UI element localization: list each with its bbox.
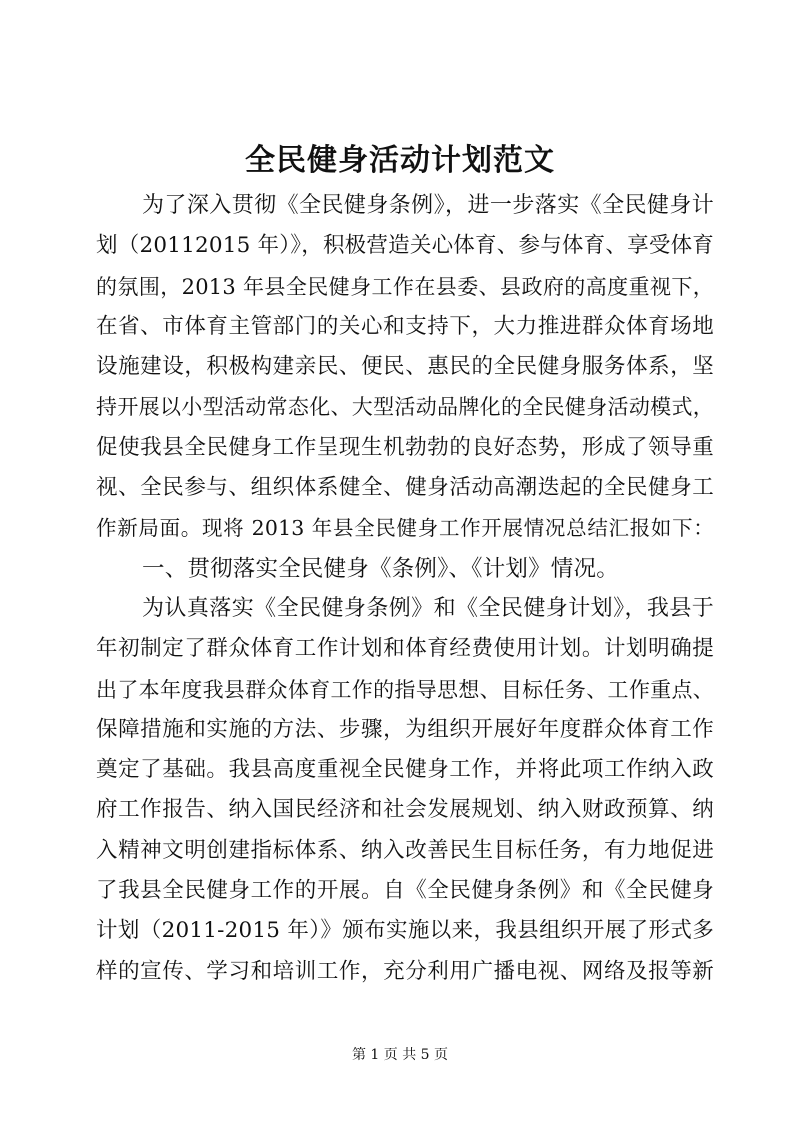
paragraph-2-line-8: 了我县全民健身工作的开展。自《全民健身条例》和《全民健身 (96, 878, 714, 904)
paragraph-1-line-2: 划（20112015 年）》，积极营造关心体育、参与体育、享受体育 (96, 233, 714, 259)
paragraph-1-line-5: 设施建设，积极构建亲民、便民、惠民的全民健身服务体系，坚 (96, 354, 714, 380)
paragraph-2-line-2: 年初制定了群众体育工作计划和体育经费使用计划。计划明确提 (96, 636, 714, 662)
paragraph-2-line-3: 出了本年度我县群众体育工作的指导思想、目标任务、工作重点、 (96, 677, 714, 702)
page-number-footer: 第 1 页 共 5 页 (351, 1047, 449, 1063)
paragraph-2-line-4: 保障措施和实施的方法、步骤，为组织开展好年度群众体育工作 (96, 716, 714, 742)
paragraph-2-line-6: 府工作报告、纳入国民经济和社会发展规划、纳入财政预算、纳 (96, 797, 714, 823)
paragraph-1-line-7: 促使我县全民健身工作呈现生机勃勃的良好态势，形成了领导重 (96, 434, 714, 460)
paragraph-1-line-1: 为了深入贯彻《全民健身条例》，进一步落实《全民健身计 (142, 193, 714, 218)
paragraph-1-line-9: 作新局面。现将 2013 年县全民健身工作开展情况总结汇报如下： (96, 516, 714, 541)
paragraph-2-line-5: 奠定了基础。我县高度重视全民健身工作，并将此项工作纳入政 (96, 757, 714, 783)
paragraph-1-line-6: 持开展以小型活动常态化、大型活动品牌化的全民健身活动模式， (96, 395, 714, 420)
paragraph-2-line-9: 计划（2011-2015 年）》颁布实施以来，我县组织开展了形式多 (96, 918, 714, 944)
paragraph-2-line-10: 样的宣传、学习和培训工作，充分利用广播电视、网络及报等新 (96, 958, 714, 984)
document-body (96, 186, 714, 992)
paragraph-2-line-7: 入精神文明创建指标体系、纳入改善民生目标任务，有力地促进 (96, 837, 714, 863)
section-heading-1: 一、贯彻落实全民健身《条例》、《计划》情况。 (142, 555, 619, 582)
document-title: 全民健身活动计划范文 (245, 143, 555, 178)
paragraph-1-line-3: 的氛围，2013 年县全民健身工作在县委、县政府的高度重视下， (96, 274, 714, 299)
paragraph-1-line-4: 在省、市体育主管部门的关心和支持下，大力推进群众体育场地 (96, 313, 714, 339)
paragraph-1-line-8: 视、全民参与、组织体系健全、健身活动高潮迭起的全民健身工 (96, 475, 714, 501)
paragraph-2-line-1: 为认真落实《全民健身条例》和《全民健身计划》，我县于 (142, 595, 714, 621)
